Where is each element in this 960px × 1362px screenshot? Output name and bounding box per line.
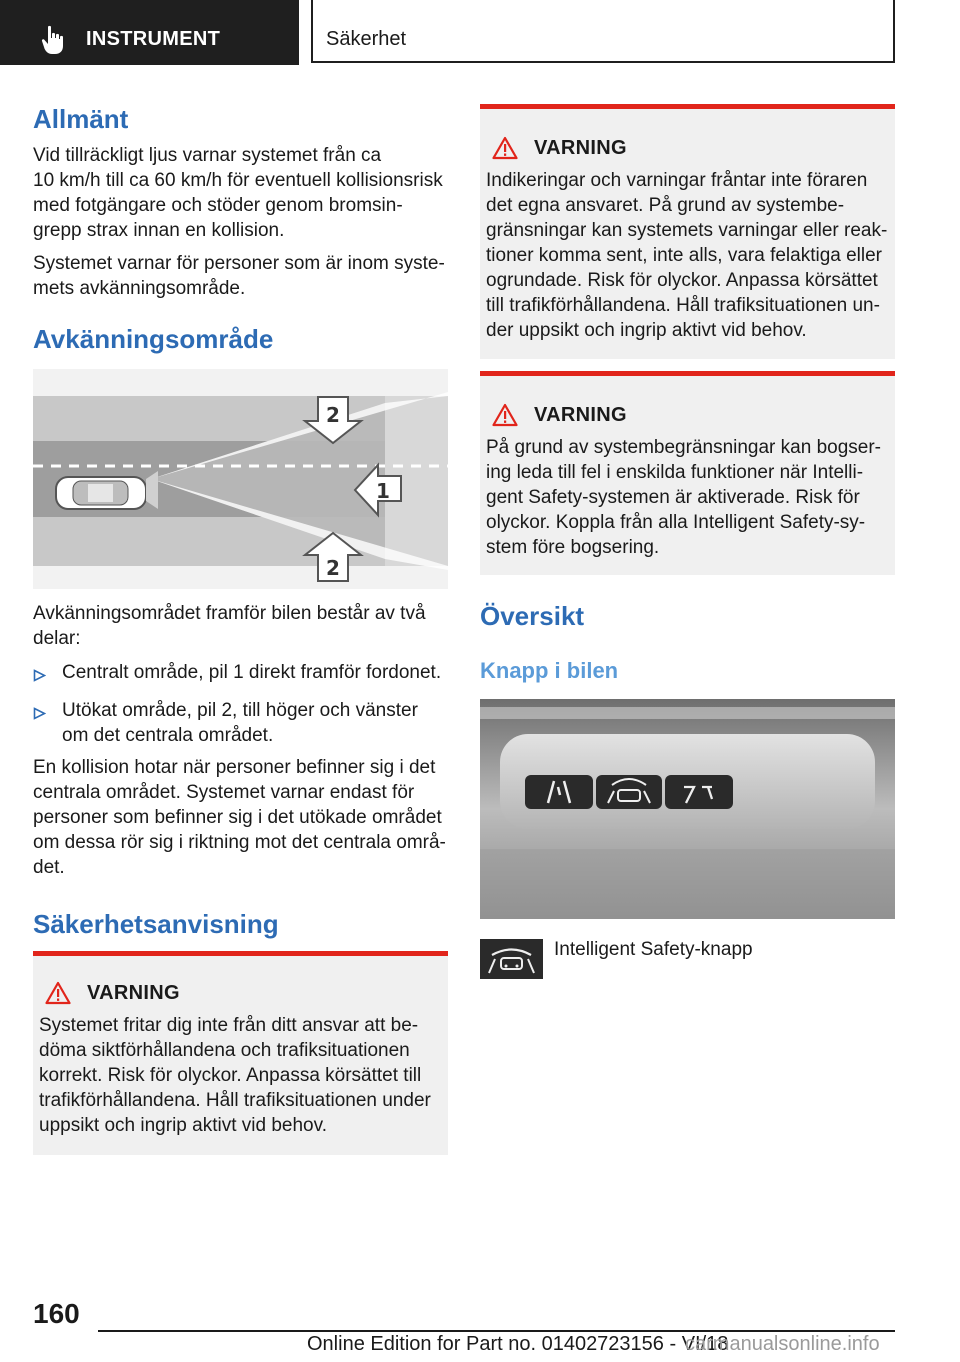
intelligent-safety-button[interactable] — [596, 775, 662, 809]
list-item — [33, 698, 453, 748]
text-line: olyckor. Koppla från alla Intelligent Safety-sy- — [486, 512, 866, 533]
text-line: der uppsikt och ingrip aktivt vid behov. — [486, 320, 807, 341]
text-line: till trafikförhållandena. Håll trafiksituationen un- — [486, 295, 880, 316]
intelligent-safety-icon — [480, 939, 543, 979]
chapter-title: INSTRUMENT — [86, 28, 221, 50]
footer-divider — [98, 1330, 895, 1332]
text-line: centrala området. Systemet varnar endast för — [33, 782, 415, 803]
text-line: Indikeringar och varningar fråntar inte föraren — [486, 170, 868, 191]
allmant-section — [33, 104, 448, 301]
text-line: ogrundade. Risk för olyckor. Anpassa körsättet — [486, 270, 878, 291]
text-line: om det centrala området. — [62, 725, 274, 746]
allmant-paragraph-1 — [33, 143, 448, 243]
text-line: En kollision hotar när personer befinner sig i det — [33, 757, 436, 778]
list-item-text — [62, 698, 418, 748]
triangle-bullet-icon — [33, 698, 62, 748]
watermark: carmanualsonline.info — [685, 1333, 880, 1355]
warning-triangle-icon — [492, 403, 518, 427]
text-line: grepp strax innan en kollision. — [33, 220, 285, 241]
avkanning-intro — [33, 601, 453, 651]
list-item-text: Centralt område, pil 1 direkt framför fordonet. — [62, 662, 442, 683]
oversikt-heading: Översikt — [480, 601, 585, 631]
button-panel-photo — [480, 699, 895, 919]
section-tab — [311, 0, 895, 63]
warning-title: VARNING — [87, 981, 180, 1004]
text-line: uppsikt och ingrip aktivt vid behov. — [39, 1115, 327, 1136]
warning-title: VARNING — [534, 136, 627, 159]
warning-header — [486, 133, 895, 163]
text-line: Utökat område, pil 2, till höger och vänster — [62, 700, 418, 721]
text-line: med fotgängare och stöder genom bromsin- — [33, 195, 403, 216]
knapp-heading: Knapp i bilen — [480, 658, 619, 683]
car-icon — [56, 477, 146, 509]
pointing-hand-icon — [40, 25, 66, 55]
allmant-paragraph-2 — [33, 251, 448, 301]
text-line: ing leda till fel i enskilda funktioner när Intelli- — [486, 462, 864, 483]
warning-triangle-icon — [492, 136, 518, 160]
arrow-label: 2 — [326, 556, 340, 580]
text-line: trafikförhållandena. Håll trafiksituationen under — [39, 1090, 431, 1111]
text-line: 10 km/h till ca 60 km/h för eventuell kollisionsrisk — [33, 170, 443, 191]
triangle-bullet-icon — [33, 660, 62, 689]
page-number: 160 — [33, 1298, 80, 1329]
warning-title: VARNING — [534, 403, 627, 426]
list-item — [33, 660, 453, 689]
text-line: det. — [33, 857, 65, 878]
warning-box-3 — [480, 371, 895, 575]
warning-header — [39, 978, 448, 1008]
text-line: Systemet fritar dig inte från ditt ansvar att be- — [39, 1015, 419, 1036]
collision-warning-button[interactable] — [665, 775, 733, 809]
warning-text — [39, 1013, 448, 1138]
avkanning-heading: Avkänningsområde — [33, 324, 274, 354]
warning-box-2 — [480, 104, 895, 359]
text-line: gent Safety-systemen är aktiverade. Risk för — [486, 487, 860, 508]
arrow-label: 2 — [326, 403, 340, 427]
sakerhet-heading: Säkerhetsanvisning — [33, 909, 279, 939]
warning-box-1 — [33, 951, 448, 1155]
text-line: tioner komma sent, inte alls, vara felaktiga eller — [486, 245, 883, 266]
text-line: om dessa rör sig i riktning mot det centrala områ- — [33, 832, 446, 853]
lane-departure-button[interactable] — [525, 775, 593, 809]
text-line: personer som befinner sig i det utökade området — [33, 807, 442, 828]
warning-text — [486, 168, 895, 343]
arrow-label: 1 — [376, 479, 390, 503]
footer-edition: Online Edition for Part no. 01402723156 - VI/18 — [307, 1333, 729, 1355]
text-line: delar: — [33, 628, 81, 649]
allmant-heading: Allmänt — [33, 104, 129, 134]
text-line: Vid tillräckligt ljus varnar systemet från ca — [33, 145, 382, 166]
text-line: Systemet varnar för personer som är inom syste- — [33, 253, 445, 274]
warning-header — [486, 400, 895, 430]
text-line: döma siktförhållandena och trafiksituationen — [39, 1040, 410, 1061]
text-line: stem före bogsering. — [486, 537, 660, 558]
text-line: Avkänningsområdet framför bilen består av två — [33, 603, 426, 624]
text-line: mets avkänningsområde. — [33, 278, 246, 299]
warning-text — [486, 435, 895, 560]
detection-area-diagram — [33, 369, 448, 589]
chapter-tab[interactable] — [0, 0, 299, 65]
warning-triangle-icon — [45, 981, 71, 1005]
section-title: Säkerhet — [326, 28, 407, 50]
text-line: På grund av systembegränsningar kan bogser- — [486, 437, 882, 458]
text-line: gränsningar kan systemets varningar eller reak- — [486, 220, 888, 241]
text-line: det egna ansvaret. På grund av systembe- — [486, 195, 845, 216]
area-list — [33, 660, 453, 748]
text-line: korrekt. Risk för olyckor. Anpassa körsättet till — [39, 1065, 422, 1086]
button-caption: Intelligent Safety-knapp — [554, 939, 753, 960]
kollision-paragraph — [33, 755, 453, 880]
avkanning-text — [33, 601, 453, 880]
